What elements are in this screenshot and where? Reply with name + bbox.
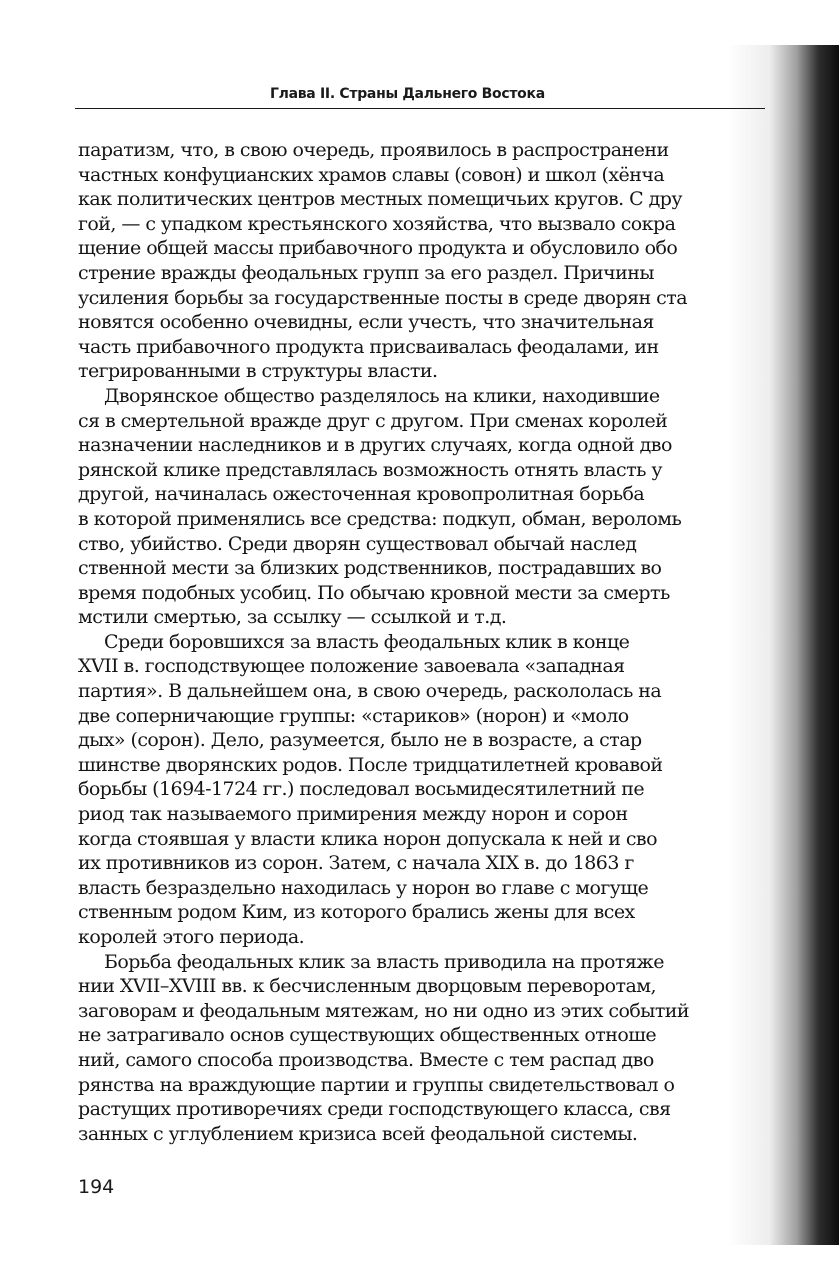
text-line: партия». В дальнейшем она, в свою очередь, раскололась на [78, 680, 662, 703]
text-line: заговорам и феодальным мятежам, но ни одно из этих событий [78, 999, 690, 1022]
text-line: когда стоявшая у власти клика норон допускала к ней и сво [78, 827, 657, 850]
text-line: дых» (сорон). Дело, разумеется, было не в возрасте, а стар [78, 729, 642, 752]
text-line: их противников из сорон. Затем, с начала XIX в. до 1863 г [78, 852, 634, 875]
text-line: частных конфуцианских храмов славы (совон) и школ (хёнча [78, 163, 665, 186]
text-line: Борьба феодальных клик за власть приводила на протяже [104, 950, 664, 973]
body-text [78, 138, 836, 1146]
page-number: 194 [78, 1176, 115, 1198]
text-line: новятся особенно очевидны, если учесть, что значительная [78, 311, 654, 334]
text-line: рянской клике представлялась возможность отнять власть у [78, 458, 663, 481]
text-line: ний, самого способа производства. Вместе с тем распад дво [78, 1048, 654, 1071]
text-line: борьбы (1694-1724 гг.) последовал восьмидесятилетний пе [78, 778, 645, 801]
text-line: ственной мести за близких родственников, пострадавших во [78, 557, 662, 580]
text-line: как политических центров местных помещичьих кругов. С дру [78, 188, 682, 211]
text-line: часть прибавочного продукта присваивалась феодалами, ин [78, 335, 659, 358]
text-line: нии XVII–XVIII вв. к бесчисленным дворцовым переворотам, [78, 975, 656, 998]
text-line: Дворянское общество разделялось на клики, находившие [104, 384, 660, 407]
text-line: усиления борьбы за государственные посты в среде дворян ста [78, 286, 687, 309]
running-header: Глава II. Страны Дальнего Востока [270, 86, 545, 102]
paragraph [78, 950, 836, 1147]
text-line: тегрированными в структуры власти. [78, 360, 438, 383]
text-line: другой, начиналась ожесточенная кровопролитная борьба [78, 483, 645, 506]
text-line: гой, — с упадком крестьянского хозяйства, что вызвало сокра [78, 212, 676, 235]
text-line: растущих противоречиях среди господствующего класса, свя [78, 1098, 671, 1121]
text-line: не затрагивало основ существующих общественных отноше [78, 1024, 657, 1047]
paragraph [78, 630, 836, 950]
text-line: власть безраздельно находилась у норон во главе с могуще [78, 876, 649, 899]
text-line: в которой применялись все средства: подкуп, обман, вероломь [78, 507, 682, 530]
paragraph [78, 138, 836, 384]
text-line: рянства на враждующие партии и группы свидетельствовал о [78, 1073, 675, 1096]
text-line: паратизм, что, в свою очередь, проявилось в распространени [78, 139, 669, 161]
text-line: шинстве дворянских родов. После тридцатилетней кровавой [78, 753, 663, 776]
paragraph [78, 384, 836, 630]
text-line: XVII в. господствующее положение завоевала «западная [78, 655, 625, 678]
text-line: занных с углублением кризиса всей феодальной системы. [78, 1122, 638, 1145]
text-line: время подобных усобиц. По обычаю кровной мести за смерть [78, 581, 670, 604]
text-line: назначении наследников и в других случаях, когда одной дво [78, 434, 672, 457]
text-line: риод так называемого примирения между норон и сорон [78, 803, 628, 826]
text-line: две соперничающие группы: «стариков» (норон) и «моло [78, 704, 629, 727]
text-line: ство, убийство. Среди дворян существовал обычай наслед [78, 532, 637, 555]
text-line: Среди боровшихся за власть феодальных клик в конце [104, 630, 630, 653]
text-line: стрение вражды феодальных групп за его раздел. Причины [78, 261, 654, 284]
text-line: ся в смертельной вражде друг с другом. При сменах королей [78, 409, 668, 432]
header-rule [75, 108, 765, 109]
text-line: мстили смертью, за ссылку — ссылкой и т.д. [78, 606, 507, 629]
text-line: щение общей массы прибавочного продукта и обусловило обо [78, 237, 678, 260]
text-line: ственным родом Ким, из которого брались жены для всех [78, 901, 635, 924]
text-line: королей этого периода. [78, 926, 305, 948]
